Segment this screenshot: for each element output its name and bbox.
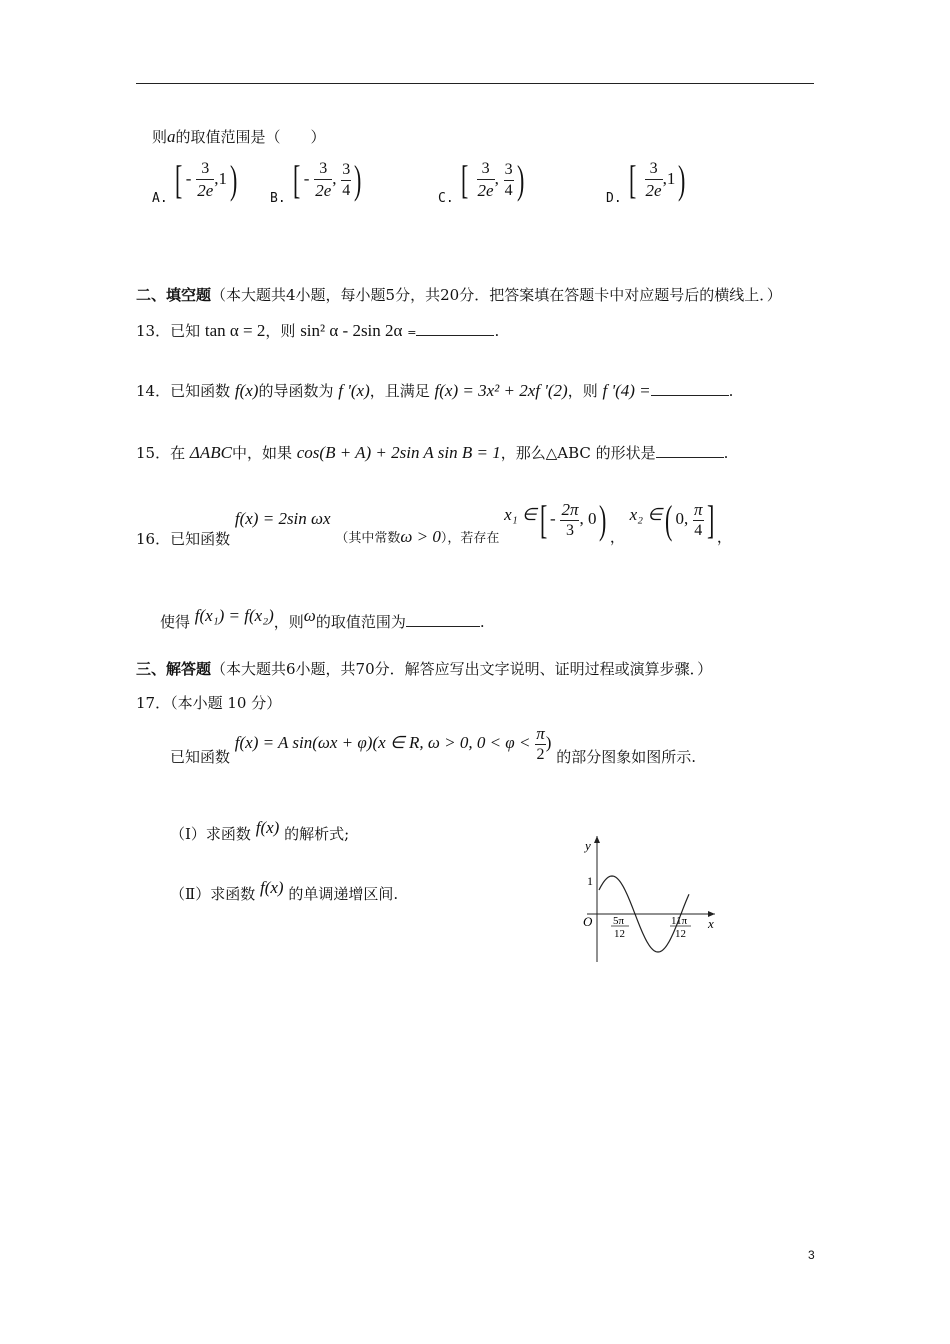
question-17-stem: 已知函数 f(x) = A sin(ωx + φ)(x ∈ R, ω > 0, 0 < φ < $\frac{\pi}{2}$ ) 的部分图象如图所示. [170,724,696,766]
question-13: 13．已知 tan α = 2，则 sin² α - 2sin 2α = . [136,321,500,340]
frac: $\frac{\pi}{4}$ [693,500,703,539]
y-axis-arrow [594,836,600,843]
y-tick-1: 1 [587,874,593,888]
question-16-line2: 使得 f(x₁) = f(x₂)，则ω的取值范围为 . [160,606,485,631]
frac: $\frac{3}{2e}$ [197,160,214,200]
frac: $\frac{3}{2e}$ [315,160,332,200]
question-17-part2: （Ⅱ）求函数 f(x) 的单调递增区间. [170,878,399,903]
question-15: 15．在 ΔABC中，如果 cos(B + A) + 2sin A sin B = 1，那么△ABC 的形状是 . [136,443,729,462]
y-label: y [585,838,591,853]
answer-blank[interactable] [416,321,494,336]
frac: $\frac{3}{2e}$ [645,160,662,200]
x-tick-11pi-den: 12 [675,928,686,940]
question-14: 14．已知函数 f(x)的导函数为 f '(x)，且满足 f(x) = 3x² + 2xf '(2)，则 f '(4) = . [136,381,734,400]
frac: $\frac{2\pi}{3}$ [561,500,579,539]
sine-graph [575,830,725,965]
x-tick-11pi-num: 11π [671,915,688,927]
header-rule [136,83,814,84]
answer-blank[interactable] [656,443,724,458]
origin-label: O [583,914,593,929]
answer-blank[interactable] [651,381,729,396]
question-17-part1: （Ⅰ）求函数 f(x) 的解析式; [170,818,350,843]
frac: $\frac{3}{2e}$ [477,160,494,200]
option-c: C. [ $\frac{3}{2e}$ , $\frac{3}{4}$ ) [438,157,524,206]
option-d: D. [ $\frac{3}{2e}$ ,1) [606,157,686,206]
x-label: x [708,916,714,931]
question-16: 16．已知函数 f(x) = 2sin ωx （其中常数ω > 0），若存在 x₁ ∈[ - $\frac{2\pi}{3}$ , 0) ， x₂ ∈( 0, $\frac{\pi}{4}$ ] ， [136,497,732,548]
frac: $\frac{3}{4}$ [342,160,351,199]
x-tick-5pi-den: 12 [614,928,625,940]
option-b: B. [ - $\frac{3}{2e}$ , $\frac{3}{4}$ ) [270,157,362,206]
answer-blank[interactable] [406,612,480,627]
section3-heading: 三、解答题（本大题共6小题，共70分．解答应写出文字说明、证明过程或演算步骤．） [136,660,713,678]
frac: $\frac{\pi}{2}$ [536,724,545,763]
page-number: 3 [808,1248,815,1262]
x-tick-5pi-num: 5π [613,915,625,927]
frac: $\frac{3}{4}$ [504,160,513,199]
q12-stem: 则a的取值范围是（ ） [152,127,326,146]
section2-heading: 二、填空题（本大题共4小题，每小题5分，共20分．把答案填在答题卡中对应题号后的横线上．） [136,286,782,304]
question-17-header: 17．（本小题 10 分） [136,694,282,712]
option-a: A. [ - $\frac{3}{2e}$ ,1) [152,157,238,206]
